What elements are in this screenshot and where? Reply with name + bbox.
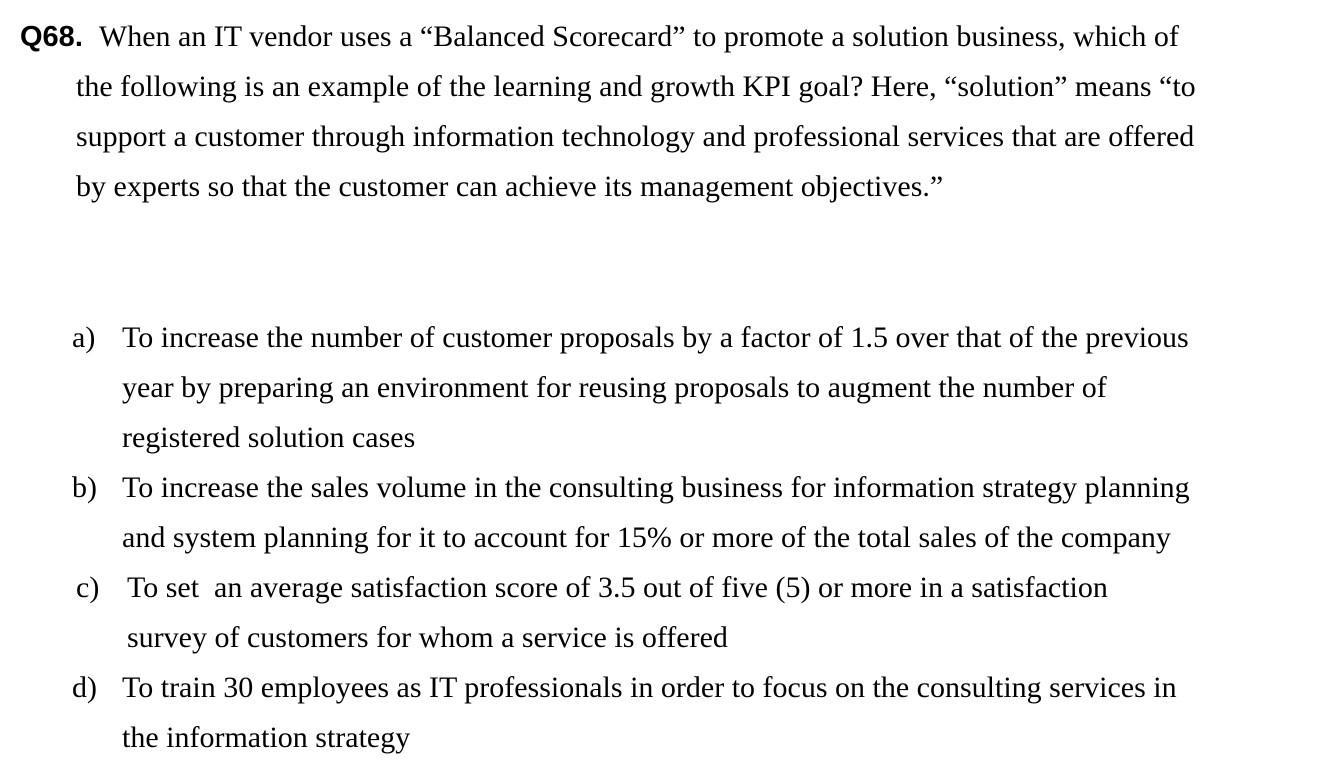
option-text-line: To set an average satisfaction score of 3.5 out of five (5) or more in a satisfaction [127,571,1108,604]
option-text-line: To train 30 employees as IT professionals in order to focus on the consulting services in [122,671,1177,704]
question-text: When an IT vendor uses a “Balanced Scorecard” to promote a solution business, which of [98,20,1179,53]
option-text-line: survey of customers for whom a service is offered [127,621,728,654]
question-line [20,12,1320,62]
option-letter: c) [76,571,100,604]
option-a[interactable] [72,313,1322,463]
option-text-line: and system planning for it to account for 15% or more of the total sales of the company [122,521,1171,554]
question-line: by experts so that the customer can achieve its management objectives.” [76,170,944,203]
option-c[interactable] [76,563,1322,663]
question-number: Q68. [20,21,83,53]
option-letter: a) [72,321,96,354]
question-line: support a customer through information technology and professional services that are offered [76,120,1195,153]
option-text-line: year by preparing an environment for reusing proposals to augment the number of [122,371,1107,404]
option-text-line: To increase the sales volume in the consulting business for information strategy planning [122,471,1190,504]
question-block [20,12,1320,212]
question-line: the following is an example of the learning and growth KPI goal? Here, “solution” means “to [76,70,1196,103]
option-text-line: the information strategy [122,721,411,754]
option-b[interactable] [72,463,1322,563]
option-letter: d) [72,671,97,704]
option-d[interactable] [72,663,1322,763]
option-text-line: registered solution cases [122,421,416,454]
option-letter: b) [72,471,97,504]
option-text-line: To increase the number of customer proposals by a factor of 1.5 over that of the previous [122,321,1189,354]
